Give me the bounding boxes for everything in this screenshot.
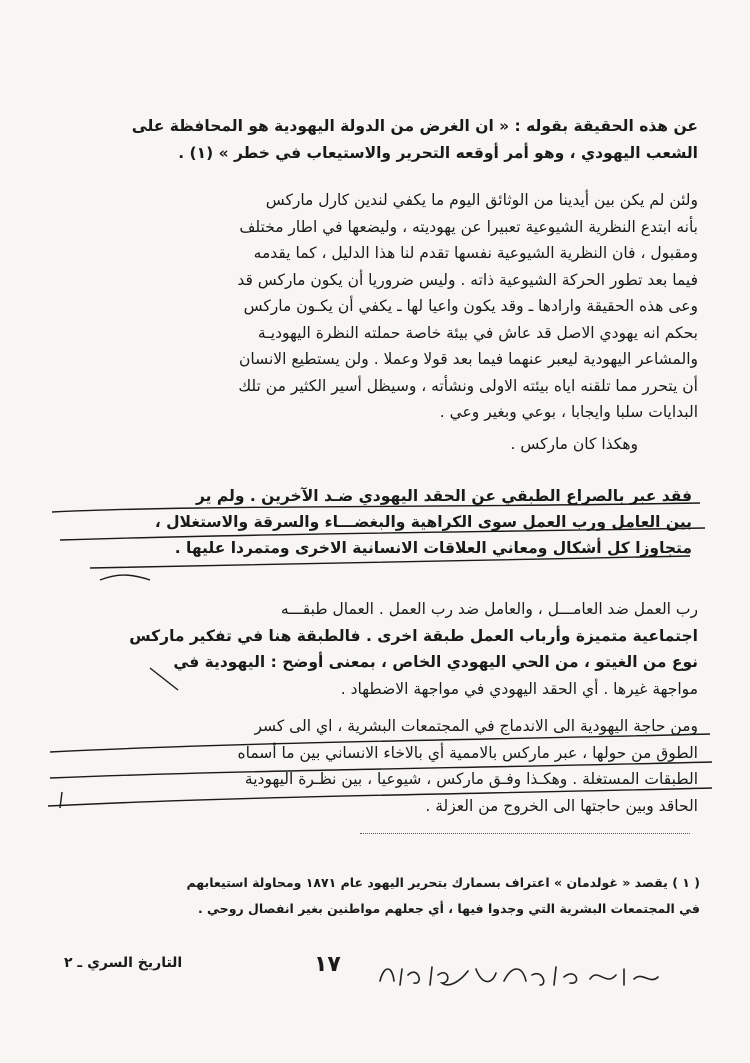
text-line: بحكم انه يهودي الاصل قد عاش في بيئة خاصة حملته النظرة اليهوديـة — [257, 323, 698, 342]
footnote-divider — [360, 833, 690, 834]
text-line: الطوق من حولها ، عبر ماركس بالاممية أي بالاخاء الانساني بين ما أسماه — [237, 743, 698, 762]
underline-mark — [90, 556, 690, 568]
underline-mark — [48, 788, 712, 806]
text-line: بين العامل ورب العمل سوى الكراهية والبغضـــاء والسرقة والاستغلال ، — [154, 513, 692, 531]
text-line: ومقبول ، فان النظرية الشيوعية نفسها تقدم لنا هذا الدليل ، كما يقدمه — [253, 244, 698, 262]
text-line: والمشاعر اليهودية ليعبر عنهما فيما بعد قولا وعملا . ولن يستطيع الانسان — [239, 350, 698, 368]
text-line: الطبقات المستغلة . وهكـذا وفـق ماركس ، شيوعيا ، بين نظـرة اليهودية — [244, 770, 698, 788]
underline-mark — [100, 575, 150, 580]
text-line: ولئن لم يكن بين أيدينا من الوثائق اليوم ما يكفي لندين كارل ماركس — [265, 191, 698, 209]
text-line: نوع من الغيتو ، من الحي اليهودي الخاص ، بمعنى أوضح : اليهودية في — [173, 653, 698, 671]
slash-mark — [150, 668, 178, 690]
page-number: ١٧ — [314, 952, 341, 977]
text-line: رب العمل ضد العامـــل ، والعامل ضد رب العمل . العمال طبقـــه — [280, 600, 698, 618]
underline-mark — [60, 528, 705, 540]
text-line: مواجهة غيرها . أي الحقد اليهودي في مواجهة الاضطهاد . — [340, 679, 698, 698]
underline-mark — [50, 762, 712, 778]
underline-mark — [50, 734, 710, 752]
text-line: عن هذه الحقيقة بقوله : « ان الغرض من الدولة اليهودية هو المحافظة على — [131, 117, 698, 135]
text-line: وهكذا كان ماركس . — [510, 435, 638, 453]
text-line: وعى هذه الحقيقة وارادها ـ وقد يكون واعيا لها ـ يكفي أن يكـون ماركس — [243, 297, 698, 315]
text-line: الشعب اليهودي ، وهو أمر أوقعه التحرير والاستيعاب في خطر » (١) . — [178, 144, 698, 162]
footnote-line: ( ١ ) يقصد « غولدمان » اعتراف بسمارك بتحرير اليهود عام ١٨٧١ ومحاولة استيعابهم — [186, 875, 700, 890]
text-line: فيما بعد تطور الحركة الشيوعية ذاته . وليس ضروريا أن يكون ماركس قد — [237, 270, 698, 289]
book-title: التاريخ السري ـ ٢ — [64, 955, 183, 971]
text-line: متجاوزا كل أشكال ومعاني العلاقات الانسانية الاخرى ومتمردا عليها . — [174, 539, 692, 557]
footnote-line: في المجتمعات البشرية التي وجدوا فيها ، أي جعلهم مواطنين بغير انفصال روحي . — [197, 901, 700, 916]
text-line: فقد عبر بالصراع الطبقي عن الحقد اليهودي ضـد الآخرين . ولم ير — [196, 487, 692, 505]
handwritten-signature — [372, 955, 672, 995]
footnote — [60, 870, 700, 922]
text-line: ومن حاجة اليهودية الى الاندماج في المجتمعات البشرية ، اي الى كسر — [254, 717, 698, 735]
text-line: البدايات سلبا وايجابا ، بوعي وبغير وعي . — [439, 403, 698, 421]
text-line: بأنه ابتدع النظرية الشيوعية تعبيرا عن يهوديته ، وليضعها في اطار مختلف — [239, 217, 698, 236]
underline-mark — [52, 503, 700, 512]
text-line: الحاقد وبين حاجتها الى الخروج من العزلة . — [425, 796, 698, 815]
text-line: اجتماعية متميزة وأرباب العمل طبقة اخرى . فالطبقة هنا في تفكير ماركس — [129, 626, 698, 645]
text-line: أن يتحرر مما تلقنه اياه بيئته الاولى ونشأته ، وسيظل أسير الكثير من تلك — [238, 376, 698, 395]
